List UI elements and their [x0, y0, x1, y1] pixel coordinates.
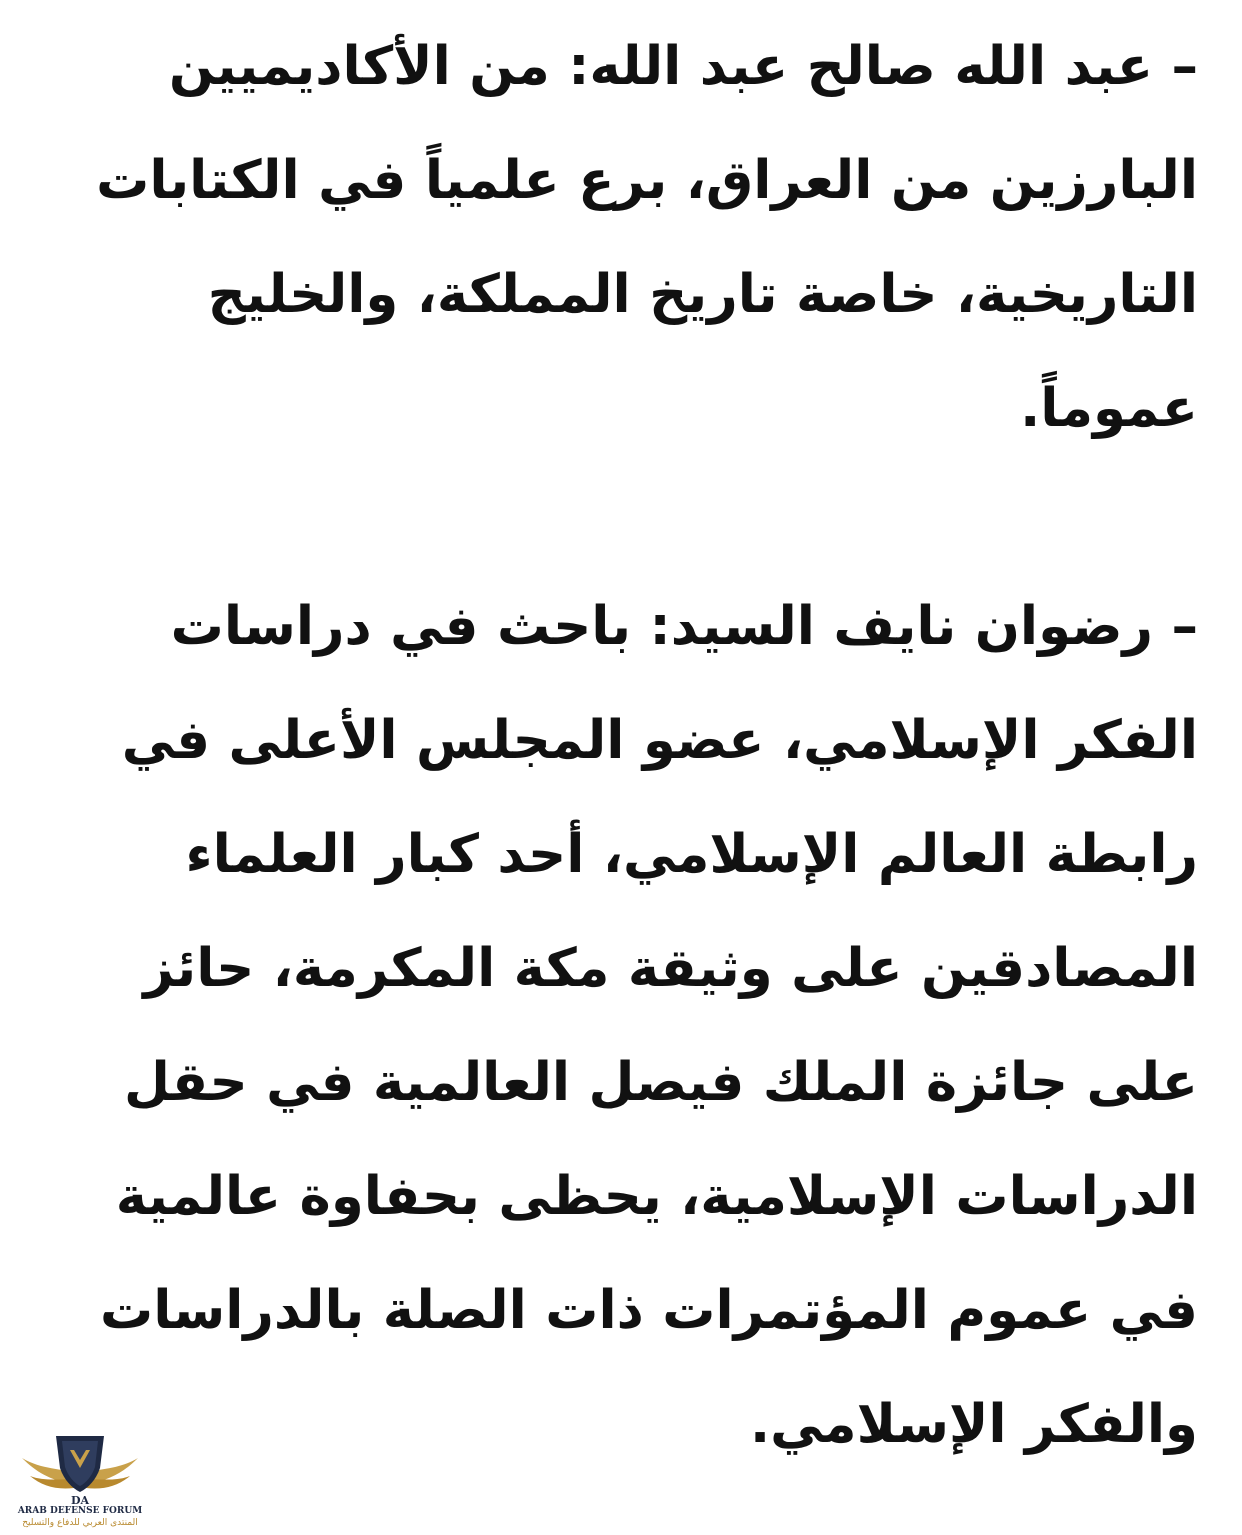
- logo-name-ar: المنتدى العربي للدفاع والتسليح: [22, 1518, 138, 1528]
- entry-radwan-alsayed: – رضوان نايف السيد: باحث في دراسات الفكر الإسلامي، عضو المجلس الأعلى في رابطة العالم الإسلامي، أحد كبار العلماء المصادقين على وثيقة مكة المكرمة، حائز على جائزة الملك فيصل العالمية في حقل الدراسات الإسلامية، يحظى بحفاوة عالمية في عموم المؤتمرات ذات الصلة بالدراسات والفكر الإسلامي.: [99, 596, 1198, 1455]
- entry-abdullah-saleh: – عبد الله صالح عبد الله: من الأكاديميين البارزين من العراق، برع علمياً في الكتابات التاريخية، خاصة تاريخ المملكة، والخليج عموماً.: [96, 36, 1198, 439]
- logo-monogram: DA: [70, 1494, 90, 1506]
- logo-name-en: ARAB DEFENSE FORUM: [17, 1506, 143, 1516]
- arab-defense-forum-watermark: [12, 1428, 148, 1532]
- eagle-shield-logo-icon: [12, 1428, 148, 1506]
